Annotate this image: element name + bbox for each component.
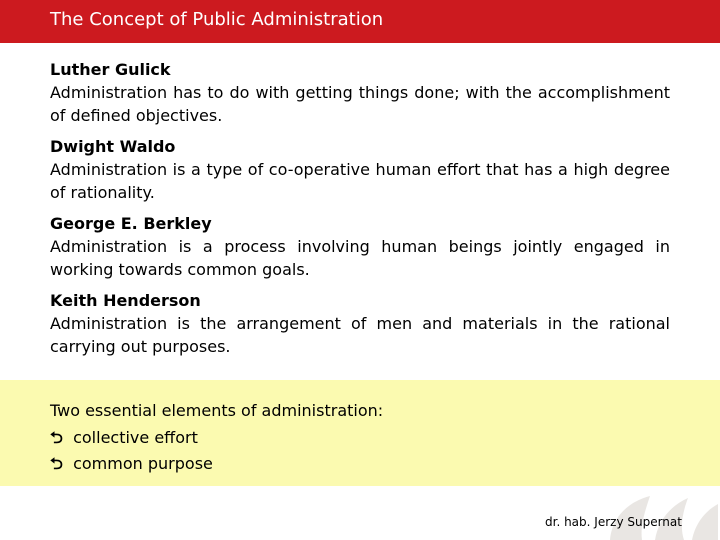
definition-item <box>50 135 670 204</box>
summary-box <box>0 380 720 486</box>
title-bar <box>0 0 720 43</box>
summary-item <box>50 451 213 477</box>
definition-item <box>50 289 670 358</box>
definition-text: Administration is the arrangement of men and materials in the rational carrying out purposes. <box>50 314 670 356</box>
summary-heading: Two essential elements of administration: <box>50 401 384 420</box>
definition-item <box>50 58 670 127</box>
definition-author: Dwight Waldo <box>50 137 176 156</box>
summary-item-label: common purpose <box>73 454 213 473</box>
summary-item <box>50 425 213 451</box>
summary-list <box>50 425 213 477</box>
summary-item-label: collective effort <box>73 428 198 447</box>
definition-author: George E. Berkley <box>50 214 212 233</box>
definition-text: Administration is a process involving human beings jointly engaged in working towards common goals. <box>50 237 670 279</box>
definition-text: Administration has to do with getting things done; with the accomplishment of defined objectives. <box>50 83 670 125</box>
definition-author: Keith Henderson <box>50 291 201 310</box>
definition-author: Luther Gulick <box>50 60 171 79</box>
university-emblem-watermark <box>600 486 720 540</box>
return-arrow-icon: ⮌ <box>50 454 63 473</box>
return-arrow-icon: ⮌ <box>50 428 63 447</box>
author-credit: dr. hab. Jerzy Supernat <box>545 515 682 529</box>
slide-title: The Concept of Public Administration <box>50 9 384 30</box>
definition-text: Administration is a type of co-operative human effort that has a high degree of rationality. <box>50 160 670 202</box>
definitions-list <box>50 58 670 366</box>
definition-item <box>50 212 670 281</box>
